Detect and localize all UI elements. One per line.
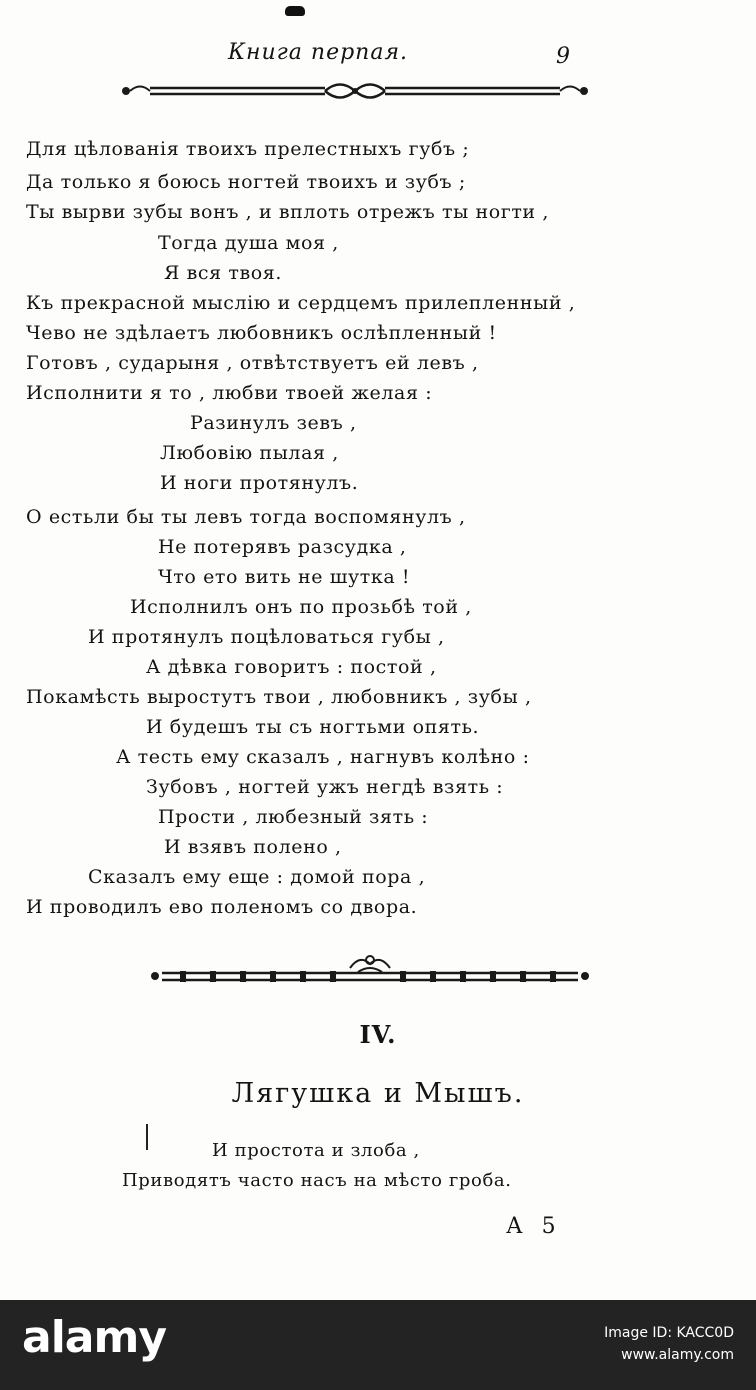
verse-line: О естьли бы ты левъ тогда воспомянулъ , bbox=[26, 506, 466, 528]
verse-line: Что ето вить не шутка ! bbox=[158, 566, 411, 588]
site-url: www.alamy.com bbox=[621, 1347, 734, 1363]
verse-line: Исполнилъ онъ по прозьбѣ той , bbox=[130, 596, 472, 618]
verse-line: Чево не здѣлаетъ любовникъ ослѣпленный ! bbox=[26, 322, 497, 344]
verse-line: А тесть ему сказалъ , нагнувъ колѣно : bbox=[116, 746, 530, 768]
verse-line: И взявъ полено , bbox=[164, 836, 342, 858]
verse-line: Я вся твоя. bbox=[164, 262, 283, 284]
ornamental-rule-top bbox=[120, 78, 590, 104]
verse-line: Не потерявъ разсудка , bbox=[158, 536, 407, 558]
image-id: Image ID: KACC0D bbox=[604, 1325, 734, 1341]
verse-line: Да только я боюсь ногтей твоихъ и зубъ ; bbox=[26, 171, 466, 193]
verse-line: Готовъ , сударыня , отвѣтствуетъ ей левъ , bbox=[26, 352, 479, 374]
verse-line: А дѣвка говоритъ : постой , bbox=[146, 656, 437, 678]
alamy-logo: alamy bbox=[22, 1312, 166, 1363]
verse-line: Прости , любезный зять : bbox=[158, 806, 429, 828]
margin-mark bbox=[146, 1124, 148, 1150]
ink-blot bbox=[285, 6, 305, 16]
verse-line: И будешъ ты съ ногтьми опять. bbox=[146, 716, 480, 738]
fable-number: IV. bbox=[359, 1020, 397, 1049]
verse-line: Любовію пылая , bbox=[160, 442, 339, 464]
ornamental-rule-divider bbox=[150, 950, 590, 990]
verse-line: И проводилъ ево поленомъ со двора. bbox=[26, 896, 418, 918]
verse-line: Къ прекрасной мыслію и сердцемъ прилепленный , bbox=[26, 292, 576, 314]
motto-line: И простота и злоба , bbox=[212, 1140, 420, 1161]
verse-line: Ты вырви зубы вонъ , и вплоть отрежъ ты ногти , bbox=[26, 201, 549, 223]
fable-title: Лягушка и Мышъ. bbox=[231, 1078, 525, 1109]
verse-line: Покамѣсть выростутъ твои , любовникъ , зубы , bbox=[26, 686, 532, 708]
verse-line: И ноги протянулъ. bbox=[160, 472, 359, 494]
signature-mark: А 5 bbox=[506, 1214, 562, 1239]
motto-line: Приводятъ часто насъ на мѣсто гроба. bbox=[122, 1170, 512, 1191]
verse-line: Исполнити я то , любви твоей желая : bbox=[26, 382, 433, 404]
verse-line: Зубовъ , ногтей ужъ негдѣ взять : bbox=[146, 776, 504, 798]
verse-line: Тогда душа моя , bbox=[158, 232, 339, 254]
verse-line: И протянулъ поцѣловаться губы , bbox=[88, 626, 445, 648]
footer-info bbox=[604, 1322, 734, 1366]
verse-line: Разинулъ зевъ , bbox=[190, 412, 357, 434]
verse-line: Для цѣлованія твоихъ прелестныхъ губъ ; bbox=[26, 138, 470, 160]
page-number: 9 bbox=[556, 44, 570, 69]
verse-line: Сказалъ ему еще : домой пора , bbox=[88, 866, 426, 888]
running-head: Книга перпая. bbox=[228, 40, 409, 65]
